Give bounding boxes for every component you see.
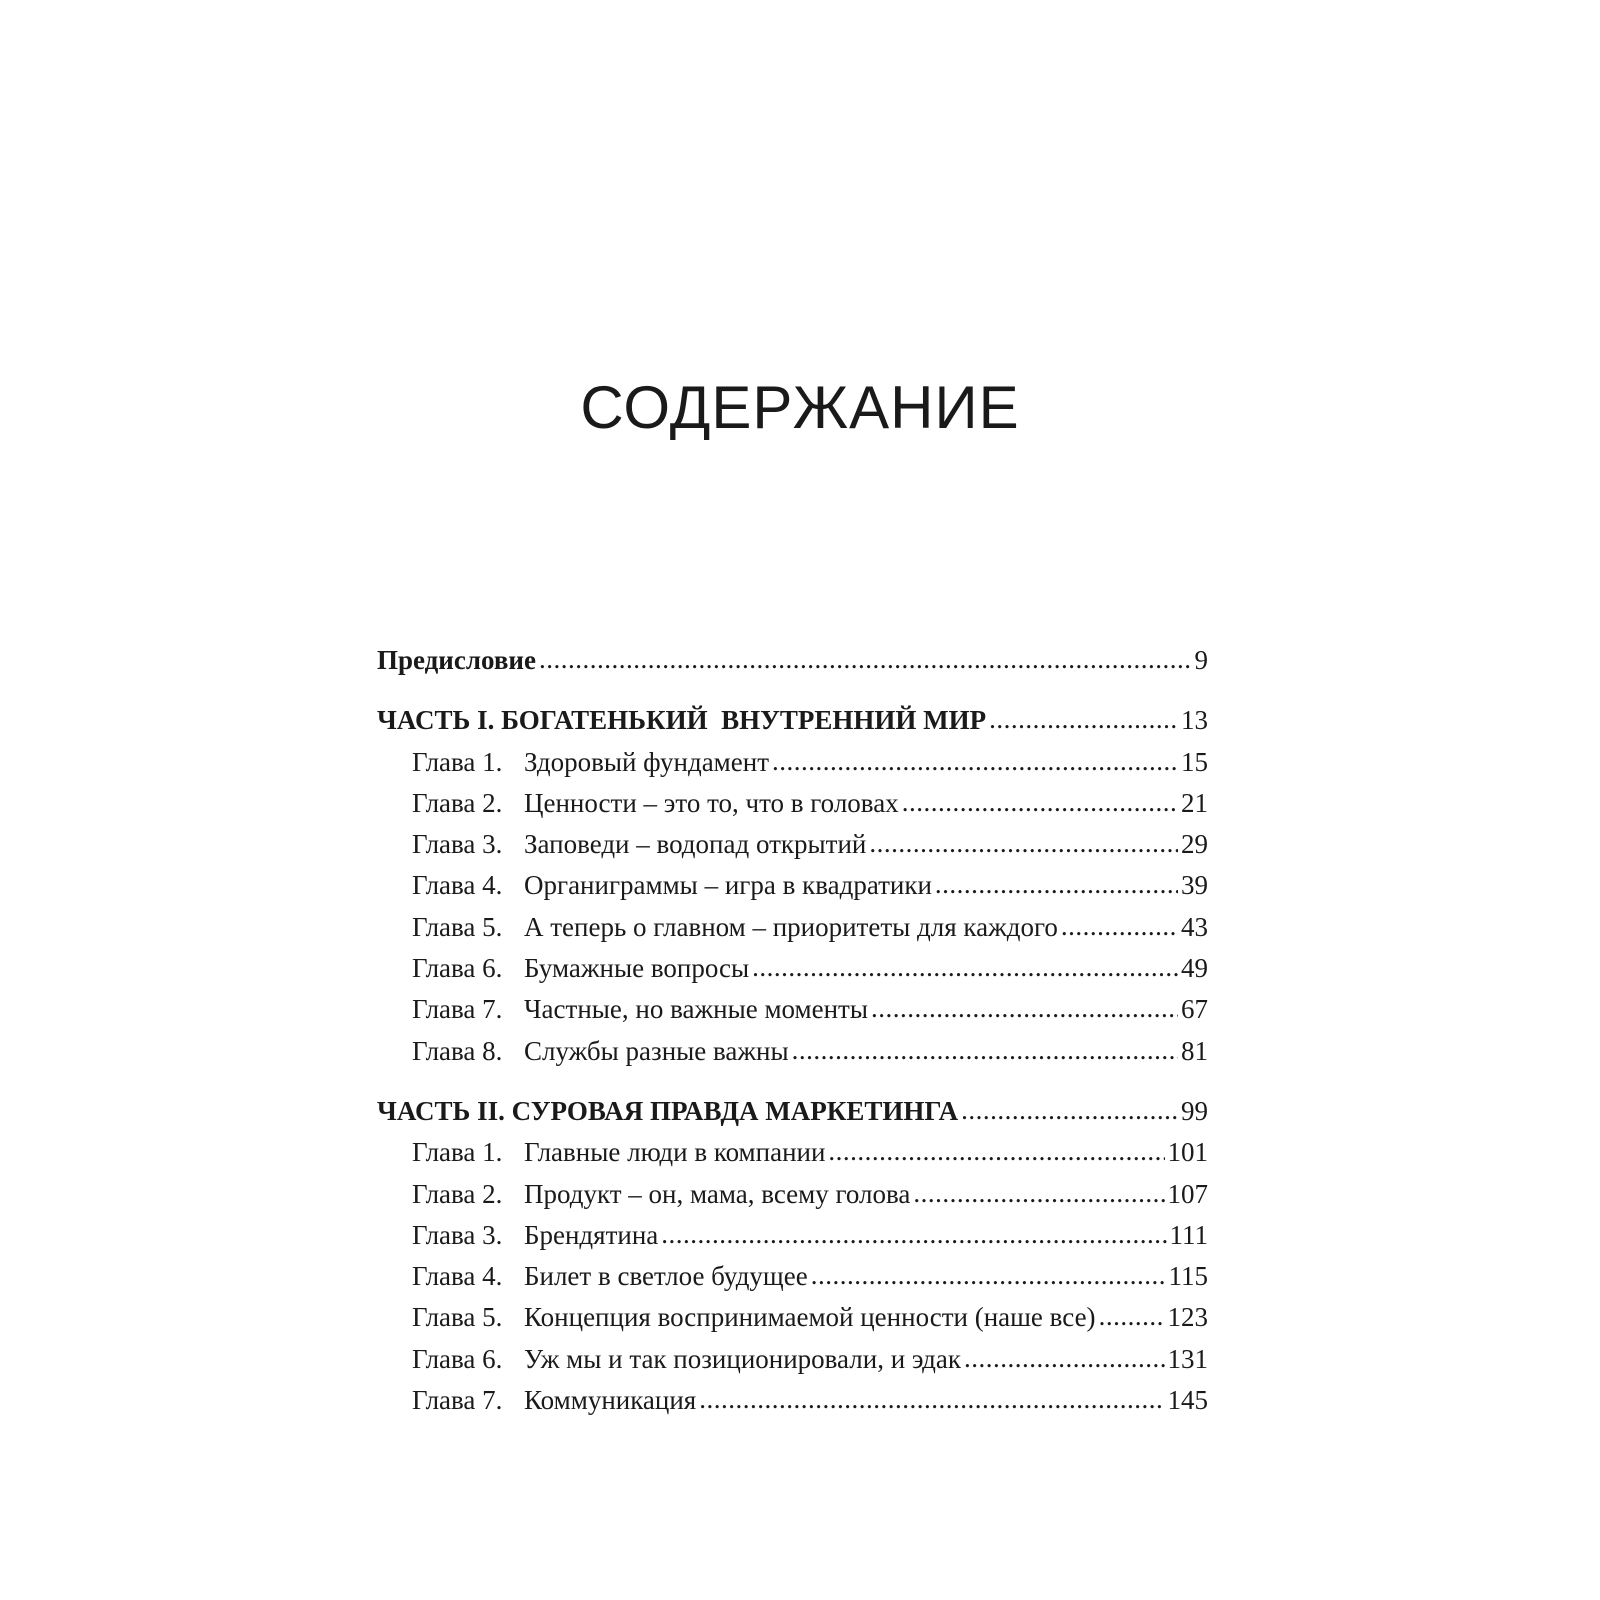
toc-entry-title: Коммуникация: [524, 1385, 697, 1416]
toc-entry-title: Здоровый фундамент: [524, 746, 769, 777]
toc-entry-chapter[interactable]: [377, 1261, 1208, 1302]
toc-entry-chapter[interactable]: [377, 1302, 1208, 1343]
toc-entry-chapter[interactable]: [377, 994, 1208, 1035]
chapter-number: Глава 4.: [412, 870, 503, 901]
toc-entry-chapter[interactable]: [377, 953, 1208, 994]
chapter-number: Глава 2.: [412, 1178, 503, 1209]
dot-leader: [539, 644, 1192, 675]
toc-page-number: 111: [1169, 1219, 1208, 1250]
toc-entry-title: Уж мы и так позиционировали, и эдак: [524, 1343, 961, 1374]
toc-entry-chapter[interactable]: [377, 1385, 1208, 1426]
toc-entry-title: А теперь о главном – приоритеты для каждого: [524, 911, 1058, 942]
toc-entry-title: Органиграммы – игра в квадратики: [524, 870, 932, 901]
toc-page-number: 81: [1181, 1035, 1208, 1066]
toc-entry-chapter[interactable]: [377, 788, 1208, 829]
dot-leader: [661, 1219, 1166, 1250]
toc-page-number: 15: [1181, 746, 1208, 777]
toc-entry-title: Главные люди в компании: [524, 1137, 826, 1168]
toc-page-number: 29: [1181, 829, 1208, 860]
toc-entry-chapter[interactable]: [377, 1036, 1208, 1077]
dot-leader: [989, 704, 1178, 735]
chapter-number: Глава 5.: [412, 1302, 503, 1333]
toc-entry-chapter[interactable]: [377, 747, 1208, 788]
dot-leader: [811, 1260, 1166, 1291]
toc-entry-title: Концепция воспринимаемой ценности (наше все): [524, 1302, 1096, 1333]
toc-entry-title: ЧАСТЬ II. СУРОВАЯ ПРАВДА МАРКЕТИНГА: [377, 1095, 959, 1126]
dot-leader: [871, 993, 1178, 1024]
dot-leader: [935, 869, 1178, 900]
toc-entry-title: ЧАСТЬ I. БОГАТЕНЬКИЙ ВНУТРЕННИЙ МИР: [377, 705, 987, 736]
chapter-number: Глава 1.: [412, 1137, 503, 1168]
toc-page-number: 99: [1181, 1095, 1208, 1126]
toc-entry-chapter[interactable]: [377, 1179, 1208, 1220]
toc-entry-title: Службы разные важны: [524, 1035, 789, 1066]
dot-leader: [752, 952, 1178, 983]
chapter-number: Глава 4.: [412, 1261, 503, 1292]
chapter-number: Глава 2.: [412, 787, 503, 818]
toc-page-number: 49: [1181, 953, 1208, 984]
toc-entry-chapter[interactable]: [377, 829, 1208, 870]
table-of-contents: [377, 645, 1208, 1426]
chapter-number: Глава 5.: [412, 911, 503, 942]
toc-page-number: 9: [1194, 645, 1208, 675]
dot-leader: [1099, 1301, 1165, 1332]
dot-leader: [772, 746, 1178, 777]
chapter-number: Глава 6.: [412, 1343, 503, 1374]
toc-page-number: 115: [1168, 1261, 1208, 1292]
toc-entry-title: Предисловие: [377, 645, 536, 675]
toc-page-number: 123: [1167, 1302, 1208, 1333]
toc-entry-title: Ценности – это то, что в головах: [524, 787, 899, 818]
toc-entry-title: Билет в светлое будущее: [524, 1261, 808, 1292]
dot-leader: [902, 787, 1178, 818]
toc-page-number: 67: [1181, 994, 1208, 1025]
dot-leader: [913, 1178, 1164, 1209]
toc-entry-title: Заповеди – водопад открытий: [524, 829, 867, 860]
toc-entry-chapter[interactable]: [377, 870, 1208, 911]
toc-entry-part-1[interactable]: [377, 705, 1208, 746]
toc-entry-preface[interactable]: [377, 645, 1208, 686]
dot-leader: [792, 1035, 1178, 1066]
toc-entry-title: Продукт – он, мама, всему голова: [524, 1178, 911, 1209]
toc-entry-chapter[interactable]: [377, 1137, 1208, 1178]
dot-leader: [869, 828, 1178, 859]
toc-page-number: 131: [1167, 1343, 1208, 1374]
toc-entry-chapter[interactable]: [377, 1344, 1208, 1385]
toc-entry-title: Частные, но важные моменты: [524, 994, 868, 1025]
toc-page-number: 39: [1181, 870, 1208, 901]
chapter-number: Глава 3.: [412, 1219, 503, 1250]
dot-leader: [961, 1095, 1178, 1126]
toc-page-number: 13: [1181, 705, 1208, 736]
chapter-number: Глава 8.: [412, 1035, 503, 1066]
chapter-number: Глава 3.: [412, 829, 503, 860]
toc-page-number: 43: [1181, 911, 1208, 942]
toc-page-number: 145: [1167, 1385, 1208, 1416]
toc-page-number: 21: [1181, 787, 1208, 818]
toc-page-number: 101: [1167, 1137, 1208, 1168]
page-title: СОДЕРЖАНИЕ: [580, 374, 1020, 441]
toc-entry-title: Бумажные вопросы: [524, 953, 750, 984]
dot-leader: [828, 1136, 1164, 1167]
toc-entry-title: Брендятина: [524, 1219, 659, 1250]
chapter-number: Глава 6.: [412, 953, 503, 984]
toc-entry-chapter[interactable]: [377, 1220, 1208, 1261]
chapter-number: Глава 7.: [412, 1385, 503, 1416]
dot-leader: [964, 1343, 1165, 1374]
chapter-number: Глава 7.: [412, 994, 503, 1025]
dot-leader: [1061, 911, 1178, 942]
dot-leader: [699, 1384, 1164, 1415]
toc-page-number: 107: [1167, 1178, 1208, 1209]
chapter-number: Глава 1.: [412, 746, 503, 777]
toc-entry-chapter[interactable]: [377, 912, 1208, 953]
toc-entry-part-2[interactable]: [377, 1096, 1208, 1137]
